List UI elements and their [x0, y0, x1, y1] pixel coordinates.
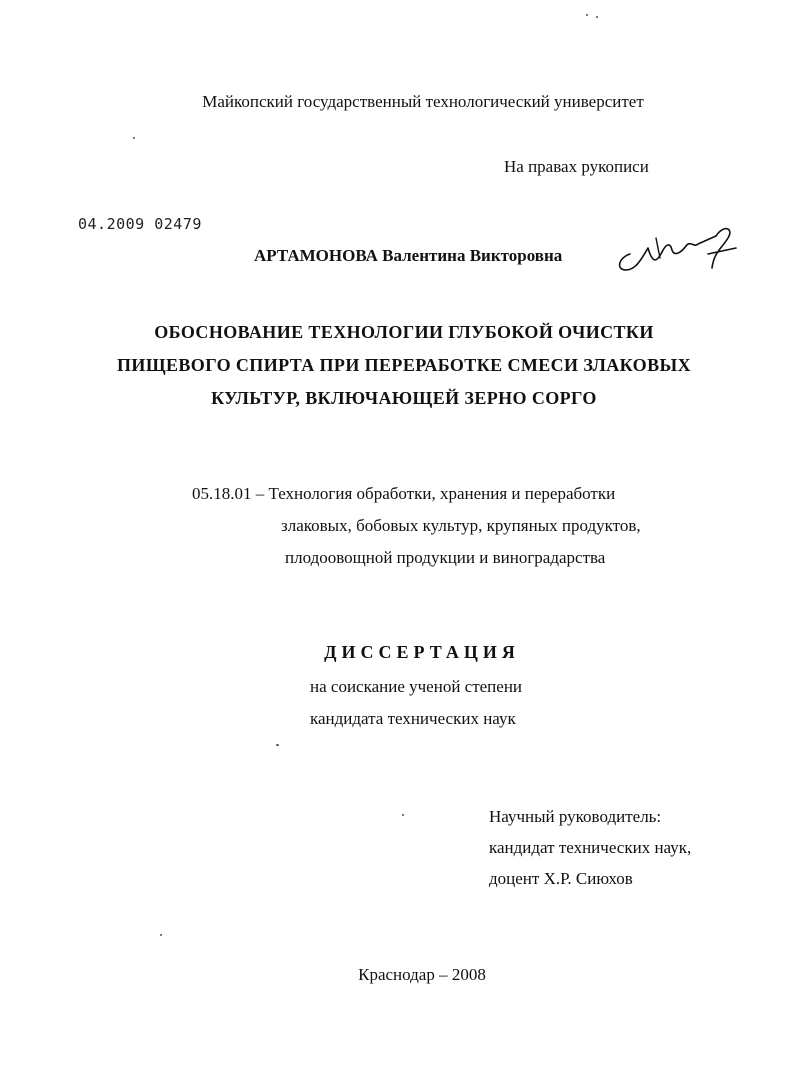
- author-name: АРТАМОНОВА Валентина Викторовна: [254, 246, 563, 265]
- scan-speck: [596, 16, 598, 18]
- dissertation-title-line-1: ОБОСНОВАНИЕ ТЕХНОЛОГИИ ГЛУБОКОЙ ОЧИСТКИ: [154, 322, 654, 342]
- advisor-name: доцент Х.Р. Сиюхов: [489, 869, 633, 888]
- university-name: Майкопский государственный технологический университет: [202, 92, 644, 111]
- specialty-line-2: злаковых, бобовых культур, крупяных продуктов,: [281, 516, 641, 535]
- catalog-number: 04.2009 02479: [78, 215, 202, 233]
- specialty-line-3: плодоовощной продукции и виноградарства: [285, 548, 606, 567]
- author-signature: [612, 218, 742, 278]
- scan-speck: [160, 934, 162, 936]
- dissertation-title-line-2: ПИЩЕВОГО СПИРТА ПРИ ПЕРЕРАБОТКЕ СМЕСИ ЗЛАКОВЫХ: [117, 355, 691, 375]
- manuscript-rights-note: На правах рукописи: [504, 157, 649, 176]
- advisor-label: Научный руководитель:: [489, 807, 662, 826]
- city-year: Краснодар – 2008: [358, 965, 486, 984]
- specialty-line-1: 05.18.01 – Технология обработки, хранения и переработки: [192, 484, 616, 503]
- scan-speck: [133, 137, 135, 139]
- advisor-degree: кандидат технических наук,: [489, 838, 692, 857]
- scan-speck: [586, 14, 588, 16]
- dissertation-title-line-3: КУЛЬТУР, ВКЛЮЧАЮЩЕЙ ЗЕРНО СОРГО: [211, 388, 597, 408]
- degree-line-2: кандидата технических наук: [310, 709, 516, 728]
- degree-line-1: на соискание ученой степени: [310, 677, 523, 696]
- dissertation-heading: ДИССЕРТАЦИЯ: [324, 642, 520, 662]
- scan-speck: [402, 814, 404, 816]
- scan-speck: [276, 744, 279, 746]
